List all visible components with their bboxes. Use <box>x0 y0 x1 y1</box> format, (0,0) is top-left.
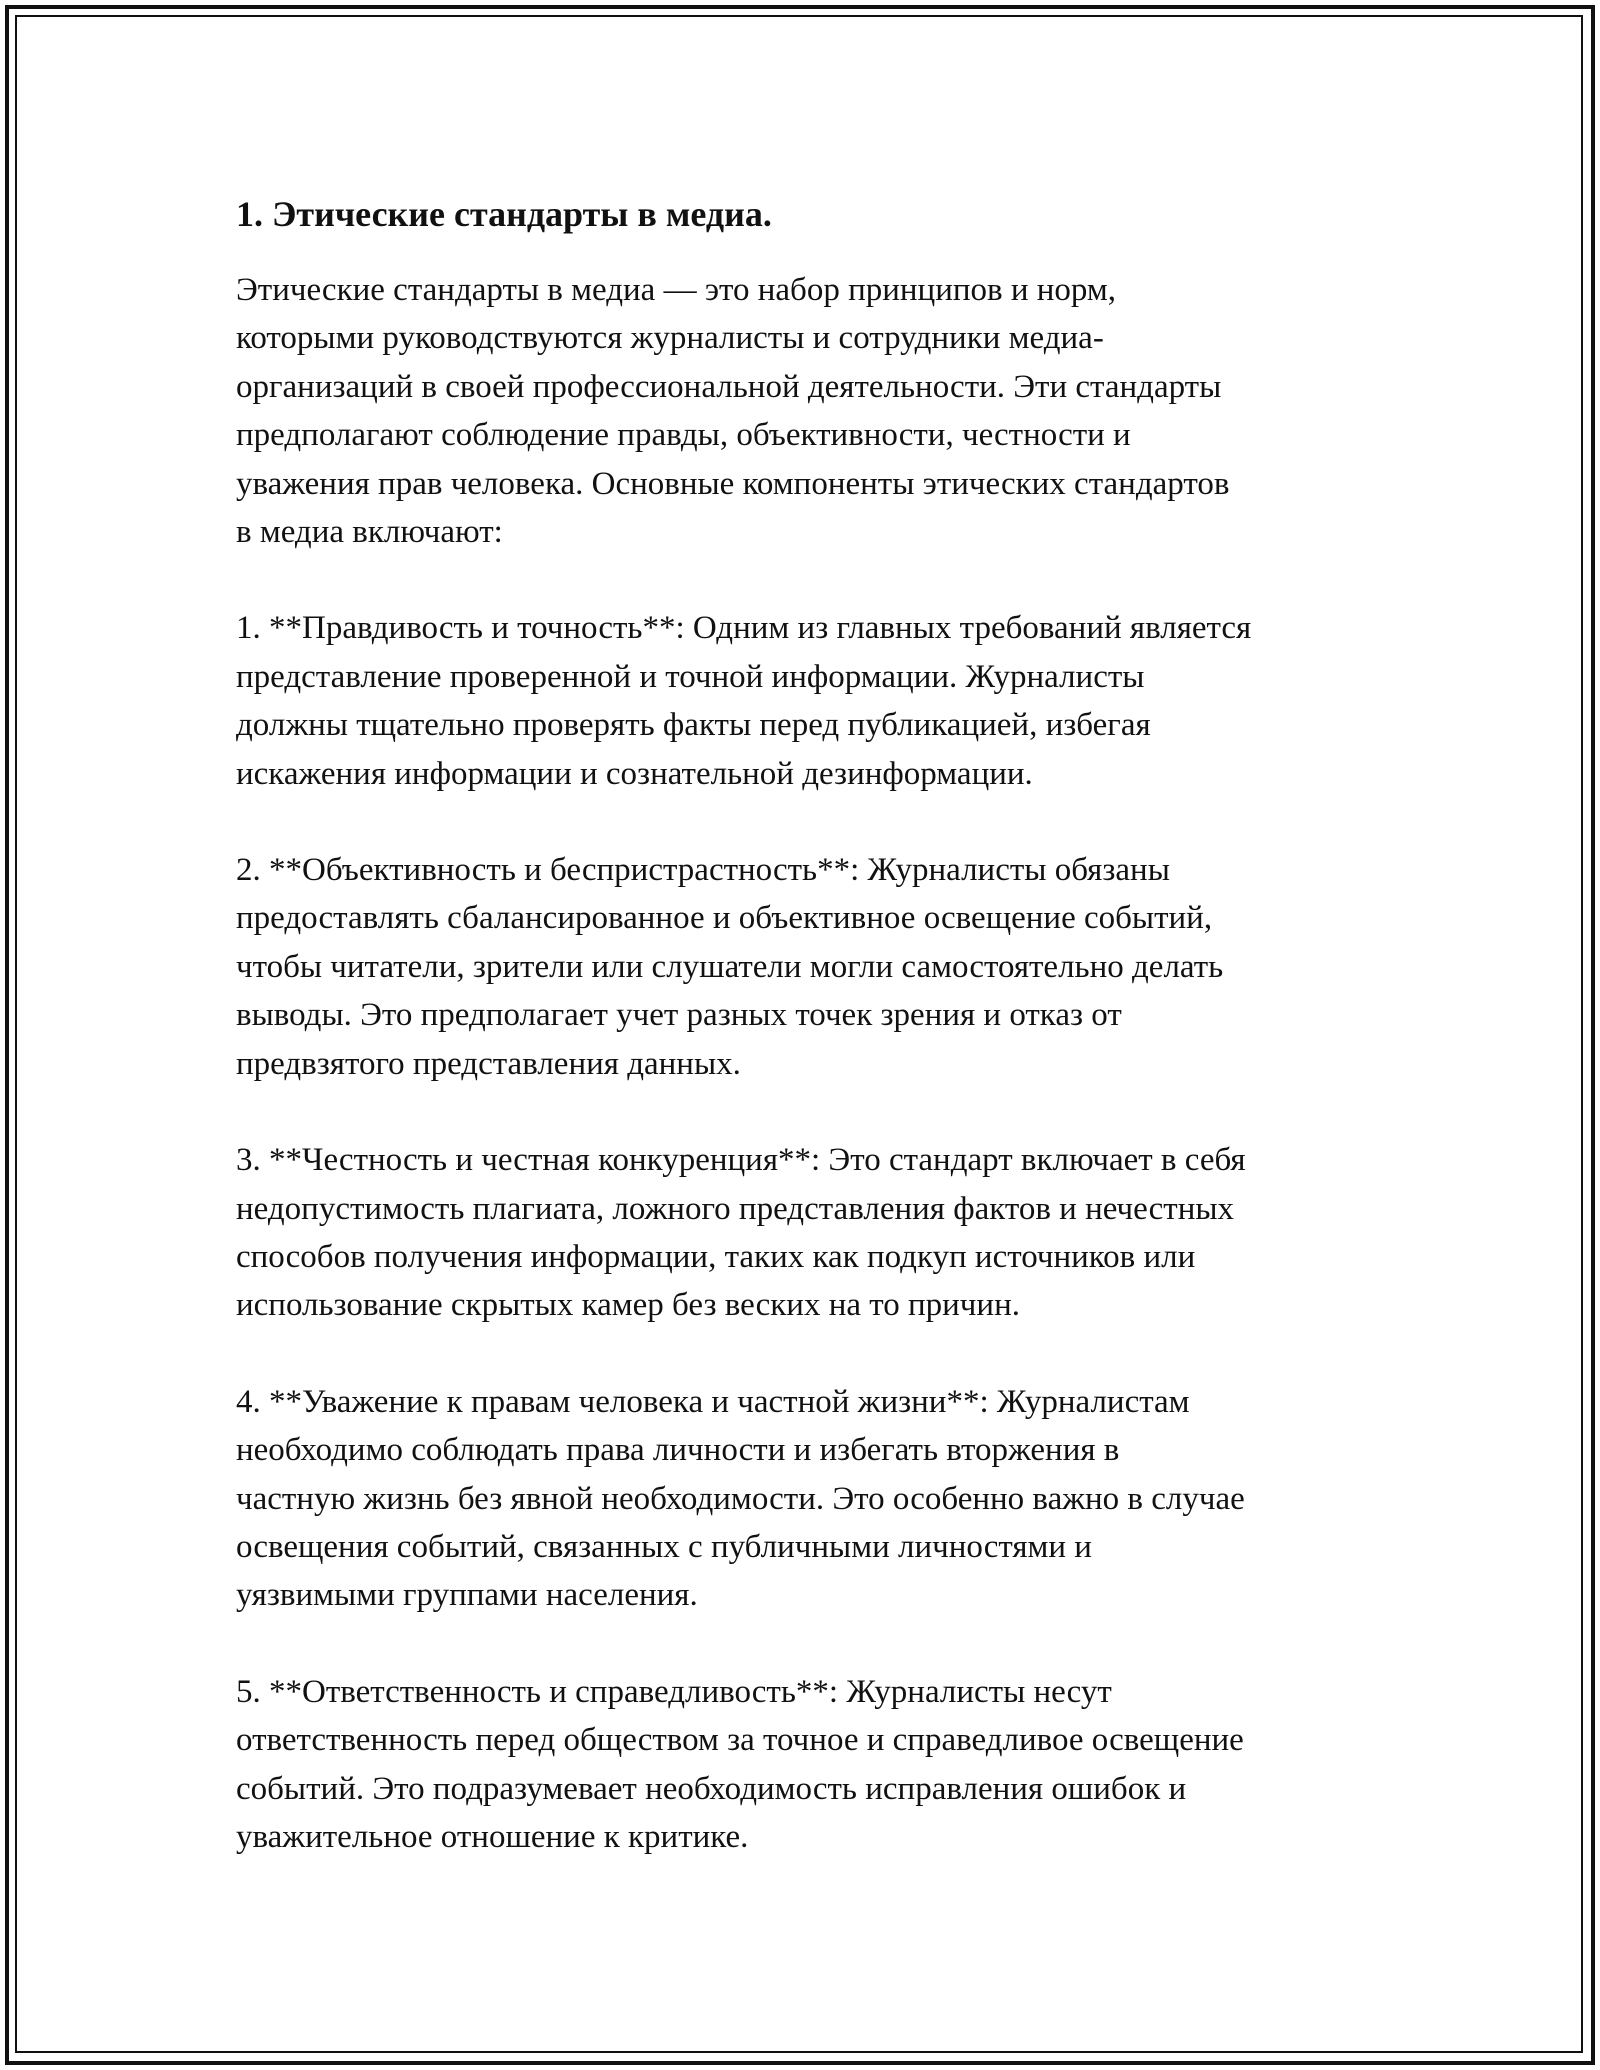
list-item-privacy: 4. **Уважение к правам человека и частной жизни**: Журналистам необходимо соблюдать права личности и избегать вторжения в частную жизнь без явной необходимости. Это особенно важно в случае освещения событий, связанных с публичными личностями и уязвимыми группами населения. <box>236 1383 1245 1614</box>
intro-paragraph: Этические стандарты в медиа — это набор принципов и норм, которыми руководствуются журналисты и сотрудники медиа- организаций в своей профессиональной деятельности. Эти стандарты предполагают соблюдение правды, объективности, честности и уважения прав человека. Основные компоненты этических стандартов в медиа включают: <box>236 272 1230 551</box>
list-item-objectivity: 2. **Объективность и беспристрастность**: Журналисты обязаны предоставлять сбалансированное и объективное освещение событий, чтобы читатели, зрители или слушатели могли самостоятельно делать выводы. Это предполагает учет разных точек зрения и отказ от предвзятого представления данных. <box>236 852 1224 1082</box>
list-item-truthfulness: 1. **Правдивость и точность**: Одним из главных требований является представление проверенной и точной информации. Журналисты должны тщательно проверять факты перед публикацией, избегая искажения информации и сознательной дезинформации. <box>236 610 1252 792</box>
document-body <box>236 186 1386 1909</box>
section-heading: 1. Этические стандарты в медиа. <box>236 194 772 234</box>
list-item-responsibility: 5. **Ответственность и справедливость**: Журналисты несут ответственность перед обществом за точное и справедливое освещение событий. Это подразумевает необходимость исправления ошибок и уважительное отношение к критике. <box>236 1673 1244 1855</box>
list-item-honesty: 3. **Честность и честная конкуренция**: Это стандарт включает в себя недопустимость плагиата, ложного представления фактов и нечестных способов получения информации, таких как подкуп источников или использование скрытых камер без веских на то причин. <box>236 1142 1246 1324</box>
